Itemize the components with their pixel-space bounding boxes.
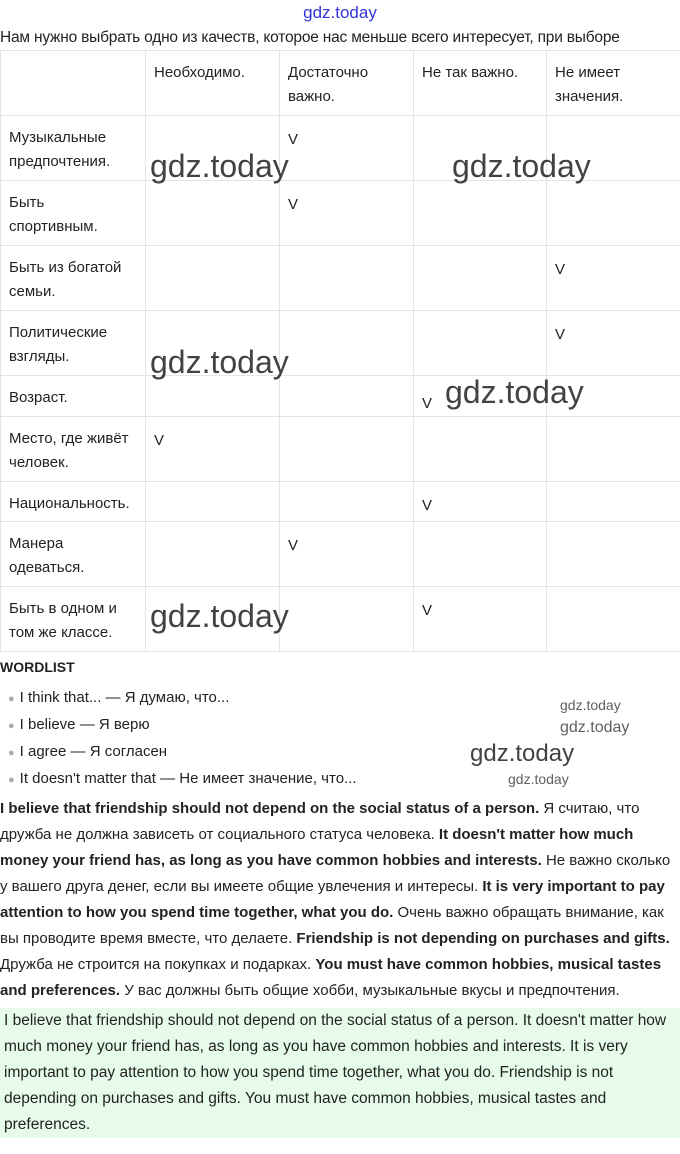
check-mark-cell: V (414, 587, 547, 652)
check-mark-cell (146, 482, 280, 522)
intro-text: Нам нужно выбрать одно из качеств, которое нас меньше всего интересует, при выборе (0, 29, 620, 46)
watermark: gdz.today (150, 148, 289, 184)
row-label: Быть в одном и том же классе. (1, 587, 146, 652)
table-row (1, 587, 680, 652)
check-mark-cell (414, 522, 547, 587)
english-sentence: I believe that friendship should not depend on the social status of a person. (0, 800, 540, 817)
check-mark-cell (146, 587, 280, 652)
check-mark-cell (414, 311, 547, 376)
row-label: Музыкальные предпочтения. (1, 116, 146, 181)
bilingual-paragraph (0, 796, 676, 1004)
table-row (1, 246, 680, 311)
check-mark-cell (280, 587, 414, 652)
row-label: Быть спортивным. (1, 181, 146, 246)
check-mark-cell: V (280, 522, 414, 587)
russian-translation: У вас должны быть общие хобби, музыкальные вкусы и предпочтения. (120, 982, 620, 999)
table-row (1, 116, 680, 181)
table-row (1, 181, 680, 246)
check-mark-cell (146, 116, 280, 181)
bullet-icon: ● (8, 774, 15, 786)
english-sentence: It doesn't matter how much money your friend has, as long as you have common hobbies and interests. (0, 826, 634, 869)
watermark-top: gdz.today (303, 3, 377, 22)
english-sentence: It is very important to pay attention to how you spend time together, what you do. (0, 878, 665, 921)
table-row (1, 417, 680, 482)
check-mark-cell: V (547, 311, 680, 376)
english-sentence: Friendship is not depending on purchases and gifts. (296, 930, 670, 947)
check-mark-cell (146, 181, 280, 246)
check-mark-cell (547, 587, 680, 652)
watermark: gdz.today (150, 344, 289, 380)
russian-translation: Очень важно обращать внимание, как вы проводите время вместе, что делаете. (0, 904, 664, 947)
check-mark-cell (280, 417, 414, 482)
watermark: gdz.today (560, 719, 630, 736)
check-mark-cell: V (280, 181, 414, 246)
watermark: gdz.today (150, 598, 289, 634)
check-mark-cell: V (146, 417, 280, 482)
wordlist-title: WORDLIST (0, 659, 75, 675)
table-row (1, 311, 680, 376)
bullet-icon: ● (8, 693, 15, 705)
check-mark-cell (547, 116, 680, 181)
check-mark-cell (280, 376, 414, 417)
table-row (1, 482, 680, 522)
column-header: Достаточно важно. (280, 51, 414, 116)
bullet-icon: ● (8, 720, 15, 732)
list-item (8, 684, 680, 711)
list-item-text: I think that... — Я думаю, что... (19, 689, 230, 706)
list-item (8, 738, 680, 765)
check-mark-cell (547, 482, 680, 522)
check-mark-cell (547, 181, 680, 246)
bullet-icon: ● (8, 747, 15, 759)
check-mark-cell (280, 246, 414, 311)
watermark: gdz.today (560, 697, 621, 713)
check-mark-cell (547, 522, 680, 587)
check-mark-cell: V (280, 116, 414, 181)
check-mark-cell (146, 311, 280, 376)
table-row (1, 522, 680, 587)
watermark: gdz.today (445, 374, 584, 410)
column-header: Не имеет значения. (547, 51, 680, 116)
check-mark-cell (547, 417, 680, 482)
list-item (8, 711, 680, 738)
table-header-row (1, 51, 680, 116)
watermark: gdz.today (508, 771, 569, 787)
row-label: Быть из богатой семьи. (1, 246, 146, 311)
check-mark-cell (146, 376, 280, 417)
check-mark-cell (547, 376, 680, 417)
row-label: Национальность. (1, 482, 146, 522)
check-mark-cell (414, 246, 547, 311)
check-mark-cell: V (547, 246, 680, 311)
table-row (1, 376, 680, 417)
list-item-text: I agree — Я согласен (19, 743, 168, 760)
russian-translation: Дружба не строится на покупках и подарках. (0, 956, 316, 973)
answer-text: I believe that friendship should not depend on the social status of a person. It doesn't matter how much money your friend has, as long as you have common hobbies and interests. It is very important to pay attention to how you spend time together, what you do. Friendship is not depending on purchases and gifts. You must have common hobbies, musical tastes and preferences. (0, 1008, 680, 1138)
column-header: Необходимо. (146, 51, 280, 116)
russian-translation: Не важно сколько у вашего друга денег, если вы имеете общие увлечения и интересы. (0, 852, 671, 895)
check-mark-cell (414, 417, 547, 482)
check-mark-cell (280, 482, 414, 522)
row-label: Возраст. (1, 376, 146, 417)
check-mark-cell (280, 311, 414, 376)
list-item-text: It doesn't matter that — Не имеет значение, что... (19, 770, 357, 787)
row-label: Манера одеваться. (1, 522, 146, 587)
list-item-text: I believe — Я верю (19, 716, 150, 733)
check-mark-cell: V (414, 482, 547, 522)
column-header: Не так важно. (414, 51, 547, 116)
check-mark-cell (414, 116, 547, 181)
list-item (8, 765, 680, 792)
row-label: Место, где живёт человек. (1, 417, 146, 482)
check-mark-cell (414, 181, 547, 246)
wordlist (8, 684, 680, 796)
check-mark-cell (146, 246, 280, 311)
russian-translation: Я считаю, что дружба не должна зависеть от социального статуса человека. (0, 800, 640, 843)
column-header (1, 51, 146, 116)
row-label: Политические взгляды. (1, 311, 146, 376)
watermark: gdz.today (452, 148, 591, 184)
watermark: gdz.today (470, 740, 575, 767)
check-mark-cell (146, 522, 280, 587)
qualities-table (0, 50, 680, 652)
english-sentence: You must have common hobbies, musical tastes and preferences. (0, 956, 662, 999)
check-mark-cell: V (414, 376, 547, 417)
